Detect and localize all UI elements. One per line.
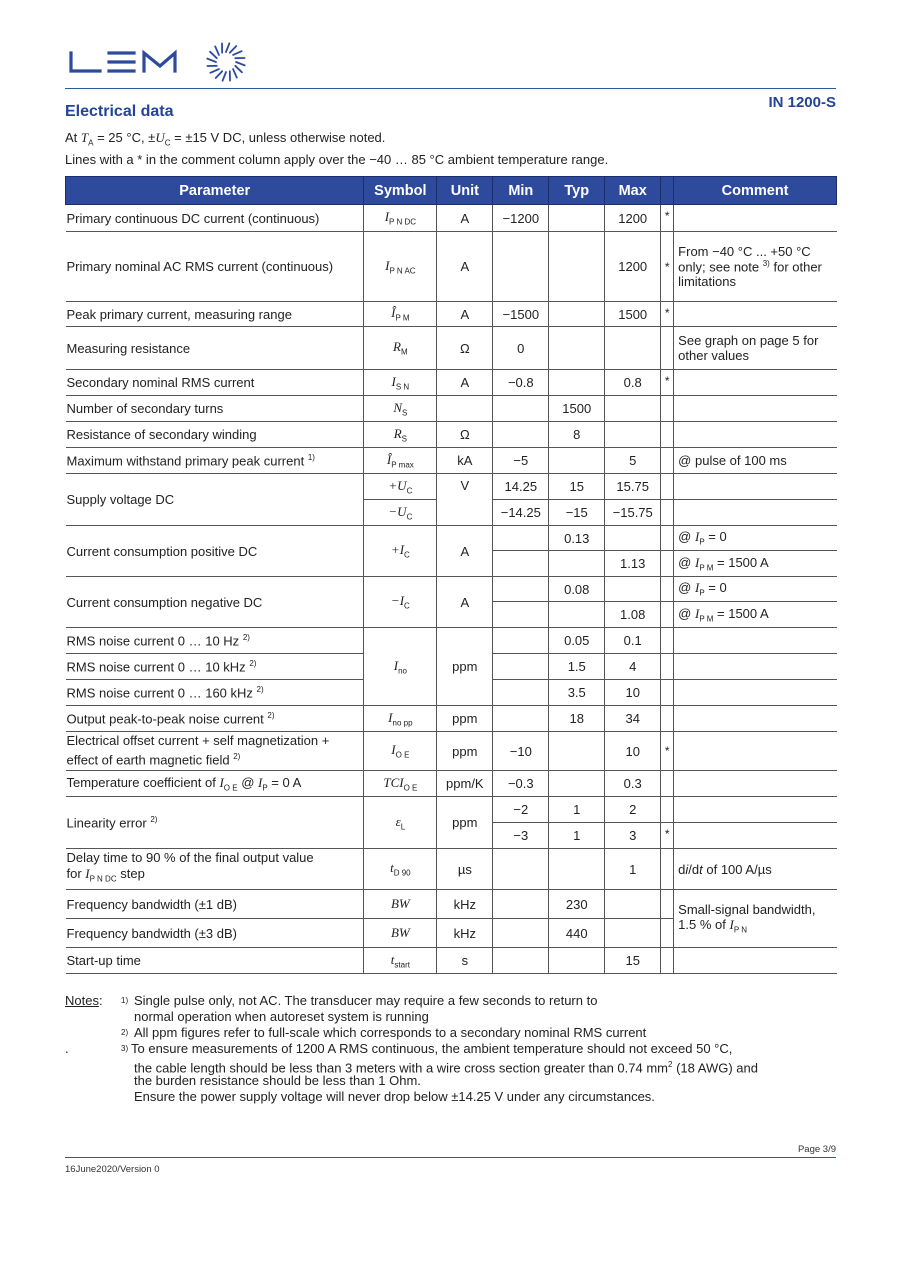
header-rule <box>65 88 836 89</box>
table-row: $-U_C$ −14.25 −15 −15.75 <box>66 500 837 526</box>
table-row: Current consumption positive DC $+I_C$ A 0.13 @ $I_P = 0$ <box>66 526 837 551</box>
table-row: Measuring resistance $R_M$ Ω 0 See graph on page 5 for other values <box>66 327 837 370</box>
note-3-line-2: the cable length should be less than 3 meters with a wire cross section greater than 0.74 $mm^2$ (18 AWG) and <box>134 1060 758 1076</box>
note-2-line-1: 2) All ppm figures refer to full-scale which corresponds to a secondary nominal RMS current <box>121 1025 647 1040</box>
logo-ray <box>233 51 242 55</box>
logo-ray <box>207 59 216 62</box>
logo-ray <box>223 72 226 81</box>
table-row: Temperature coefficient of $I_{O E}$ @ $I_P = 0$ A $TCI_{O E}$ ppm/K −0.3 0.3 <box>66 771 837 797</box>
product-name: IN 1200-S <box>768 94 836 111</box>
note-3-line-3: the burden resistance should be less than 1 Ohm. <box>134 1073 421 1088</box>
col-header-comment: Comment <box>674 177 837 205</box>
table-row: −3 1 3 * <box>66 823 837 849</box>
lem-logo-graphic <box>68 40 248 82</box>
col-header-unit: Unit <box>437 177 493 205</box>
col-header-symbol: Symbol <box>364 177 437 205</box>
table-row: Output peak-to-peak noise current $^{2)}$ $I_{no pp}$ ppm 18 34 <box>66 706 837 732</box>
note-1-line-2: normal operation when autoreset system is running <box>134 1009 429 1024</box>
table-row: Linearity error $^{2)}$ $\varepsilon_L$ ppm −2 1 2 <box>66 797 837 823</box>
logo-ray <box>233 69 237 78</box>
logo-ray <box>210 69 219 73</box>
table-row: Electrical offset current + self magnetization + effect of earth magnetic field $^{2)}$ $I_{O E}$ ppm −10 10 * <box>66 732 837 771</box>
footer-rule <box>65 1157 836 1158</box>
section-title: Electrical data <box>65 103 174 120</box>
logo-ray <box>216 71 222 78</box>
table-row: RMS noise current 0 … 160 kHz $^{2)}$ 3.5 10 <box>66 680 837 706</box>
logo-ray <box>235 66 242 72</box>
intro-line-2: Lines with a * in the comment column apply over the −40 … 85 °C ambient temperature range. <box>65 151 609 167</box>
note-1-line-1: Notes: 1) Single pulse only, not AC. The transducer may require a few seconds to return to <box>65 993 598 1008</box>
col-header-star <box>661 177 674 205</box>
table-row: Peak primary current, measuring range $Î_{P M}$ A −1500 1500 * <box>66 302 837 327</box>
notes-label: Notes <box>65 993 99 1008</box>
table-row: Resistance of secondary winding $R_S$ Ω 8 <box>66 422 837 448</box>
version-label: 16June2020/Version 0 <box>65 1164 160 1175</box>
table-row: Number of secondary turns $N_S$ 1500 <box>66 396 837 422</box>
logo-ray <box>215 46 219 55</box>
table-row: Start-up time $t_{start}$ s 15 <box>66 948 837 974</box>
table-row: Primary nominal AC RMS current (continuous) $I_{P N AC}$ A 1200 * From −40 °C ... +50 °C only; see note $^{3)}$ for other limitations <box>66 232 837 302</box>
table-row: Primary continuous DC current (continuous) $I_{P N DC}$ A −1200 1200 * <box>66 205 837 232</box>
page-number: Page 3/9 <box>797 1144 836 1155</box>
table-row: Supply voltage DC $+U_C$ V 14.25 15 15.75 <box>66 474 837 500</box>
logo-ray <box>210 52 217 58</box>
table-row: Maximum withstand primary peak current $^{1)}$ $Î_{P max}$ kA −5 5 @ pulse of 100 ms <box>66 448 837 474</box>
notes-section <box>65 993 845 1105</box>
intro-text <box>65 130 608 168</box>
table-row: Current consumption negative DC $-I_C$ A 0.08 @ $I_P = 0$ <box>66 577 837 602</box>
note-3-line-1: . 3) To ensure measurements of 1200 A RMS continuous, the ambient temperature should not exceed 50 °C, <box>65 1041 733 1056</box>
table-row: 1.08 @ $I_{P M} = 1500$ A <box>66 602 837 628</box>
table-row: Secondary nominal RMS current $I_{S N}$ A −0.8 0.8 * <box>66 370 837 396</box>
table-row: RMS noise current 0 … 10 kHz $^{2)}$ 1.5 4 <box>66 654 837 680</box>
intro-line-1: At $T_A = 25$ °C, $\pm U_C = \pm 15$ V DC, unless otherwise noted. <box>65 130 386 148</box>
table-row: Delay time to 90 % of the final output value for $I_{P N DC}$ step $t_{D 90}$ µs 1 di/dt of 100 A/µs <box>66 849 837 890</box>
logo-ray <box>230 46 236 53</box>
col-header-min: Min <box>493 177 549 205</box>
col-header-typ: Typ <box>549 177 605 205</box>
lem-logo <box>68 40 248 87</box>
note-3-line-4: Ensure the power supply voltage will never drop below ±14.25 V under any circumstances. <box>134 1089 655 1104</box>
table-row: RMS noise current 0 … 10 Hz $^{2)}$ $I_{no}$ ppm 0.05 0.1 <box>66 628 837 654</box>
electrical-data-table <box>65 176 837 974</box>
table-row: Frequency bandwidth (±3 dB) BW kHz 440 <box>66 919 837 948</box>
logo-ray <box>226 43 229 52</box>
table-row: Frequency bandwidth (±1 dB) BW kHz 230 Small-signal bandwidth, 1.5 % of $I_{P N}$ <box>66 890 837 919</box>
col-header-max: Max <box>605 177 661 205</box>
table-header-row <box>66 177 837 205</box>
col-header-parameter: Parameter <box>66 177 364 205</box>
logo-ray <box>236 62 245 65</box>
table-row: 1.13 @ $I_{P M} = 1500$ A <box>66 551 837 577</box>
